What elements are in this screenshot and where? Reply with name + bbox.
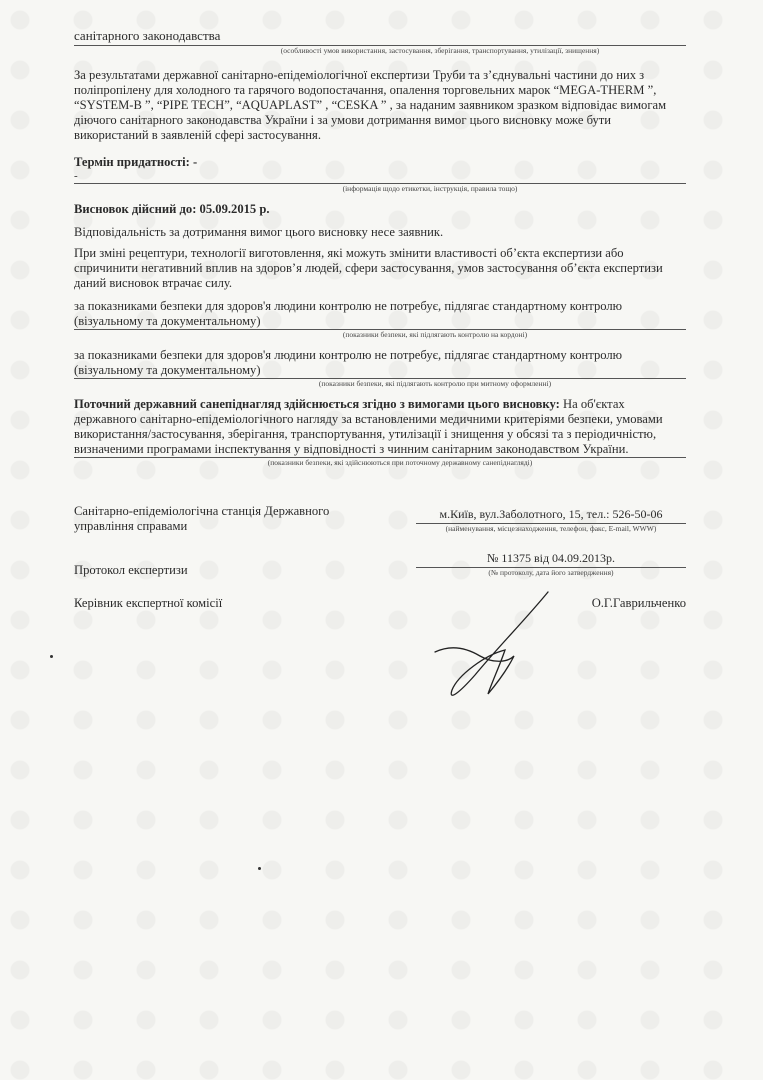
speck-mark bbox=[50, 655, 53, 658]
protocol-label: Протокол експертизи bbox=[74, 563, 188, 577]
ongoing-supervision-label: Поточний державний санепіднагляд здійснюється згідно з вимогами цього висновку: bbox=[74, 397, 560, 411]
shelf-life-caption: (інформація щодо етикетки, інструкція, правила тощо) bbox=[342, 184, 518, 193]
intro-paragraph: За результатами державної санітарно-епідеміологічної експертизи Труби та з’єднувальні частини до них з поліпропілену для холодного та гарячого водопостачання, опалення торговельних марок “MEGA-THERM ”, “SYSTEM-B ”, “PIPE TECH”, “AQUAPLAST” , “CESKA ” , за наданим заявником зразком відповідає вимогам діючого санітарного законодавства України і за умови дотримання вимог цього висновку може бути використаний в заявленій сфері застосування. bbox=[74, 68, 667, 142]
organization-address: м.Київ, вул.Заболотного, 15, тел.: 526-50-06 bbox=[416, 506, 686, 524]
commission-head-label: Керівник експертної комісії bbox=[74, 596, 223, 610]
responsibility-text: Відповідальність за дотримання вимог цього висновку несе заявник. bbox=[74, 225, 444, 239]
top-field-caption: (особливості умов використання, застосування, зберігання, транспортування, утилізації, знищення) bbox=[280, 46, 600, 55]
customs-control-caption: (показники безпеки, які підлягають контролю при митному оформленні) bbox=[318, 379, 552, 388]
protocol-row bbox=[74, 550, 686, 578]
ongoing-supervision-caption: (показники безпеки, які здійснюються при поточному державному санепіднагляді) bbox=[267, 458, 533, 467]
shelf-life-value: - bbox=[74, 170, 686, 184]
organization-row bbox=[74, 504, 686, 534]
ongoing-supervision bbox=[74, 397, 686, 458]
ongoing-supervision-value: На об'єктах державного санітарно-епідеміологічного нагляду за встановленими медичними критеріями безпеки, умовами використання/застосування, зберігання, транспортування, утилізації і знищення у обсязі та з періодичністю, визначеними програмами інспектування у відповідності з чинним санітарним законодавством України. bbox=[74, 397, 663, 456]
shelf-life-label: Термін придатності: - bbox=[74, 155, 198, 169]
speck-mark bbox=[258, 867, 261, 870]
signature-image bbox=[430, 590, 560, 710]
organization-name: Санітарно-епідеміологічна станція Державного управління справами bbox=[74, 504, 330, 533]
border-control-caption: (показники безпеки, які підлягають контролю на кордоні) bbox=[342, 330, 528, 339]
change-notice: При зміні рецептури, технології виготовлення, які можуть змінити властивості об’єкта експертизи або спричинити негативний вплив на здоров’я людей, сфери застосування, умов застосування об’єкта експертизи даний висновок втрачає силу. bbox=[74, 246, 663, 290]
organization-address-block bbox=[416, 506, 686, 534]
commission-head-name: О.Г.Гаврильченко bbox=[591, 596, 686, 610]
commission-row bbox=[74, 596, 686, 611]
valid-until: Висновок дійсний до: 05.09.2015 р. bbox=[74, 202, 270, 216]
customs-control-value: за показниками безпеки для здоров'я людини контролю не потребує, підлягає стандартному контролю (візуальному та документальному) bbox=[74, 348, 686, 379]
top-field-value: санітарного законодавства bbox=[74, 28, 686, 46]
document-content bbox=[74, 28, 686, 611]
organization-caption: (найменування, місцезнаходження, телефон, факс, E-mail, WWW) bbox=[445, 524, 657, 533]
border-control-value: за показниками безпеки для здоров'я людини контролю не потребує, підлягає стандартному контролю (візуальному та документальному) bbox=[74, 299, 686, 330]
protocol-caption: (№ протоколу, дата його затвердження) bbox=[488, 568, 614, 577]
protocol-value: № 11375 від 04.09.2013р. bbox=[416, 550, 686, 568]
protocol-block bbox=[416, 550, 686, 578]
